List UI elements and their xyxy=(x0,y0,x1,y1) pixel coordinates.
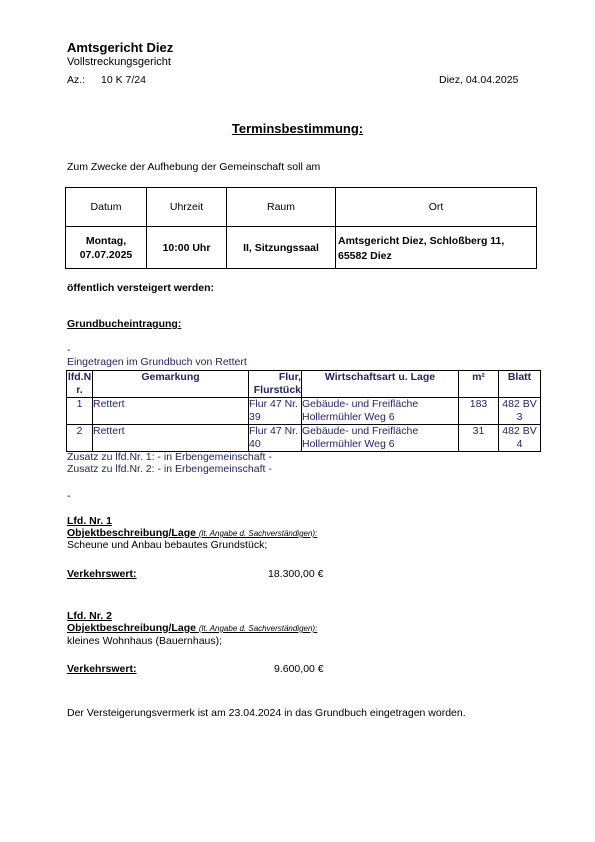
termin-header-datum: Datum xyxy=(66,188,147,227)
termin-table xyxy=(65,187,537,269)
court-name: Amtsgericht Diez xyxy=(67,40,174,55)
gb-row-wirtschaft xyxy=(302,398,459,425)
gb-row-nr: 1 xyxy=(67,398,93,425)
gb-row-wirtschaft xyxy=(302,425,459,452)
lfd-nr-2: Lfd. Nr. 2 xyxy=(67,610,112,622)
gb-row-flur-1: Flur 47 Nr. xyxy=(249,425,299,437)
obj-note-1: (lt. Angabe d. Sachverständigen): xyxy=(198,529,318,538)
gb-row-flur xyxy=(249,398,302,425)
termin-header-ort: Ort xyxy=(336,188,537,227)
az-label: Az.: xyxy=(67,74,86,86)
gb-header-lfd-2: r. xyxy=(76,384,83,396)
gb-header-lfd-1: lfd.N xyxy=(67,371,92,383)
obj-label-1-text: Objektbeschreibung/Lage xyxy=(67,527,196,539)
termin-place-line1: Amtsgericht Diez, Schloßberg 11, xyxy=(338,235,505,247)
obj-description-1: Scheune und Anbau bebautes Grundstück; xyxy=(67,539,268,551)
gb-header-flur xyxy=(249,371,302,398)
grundbuch-dash: - xyxy=(67,344,71,356)
gb-row-m2: 183 xyxy=(459,398,499,425)
gb-row-m2: 31 xyxy=(459,425,499,452)
zusatz-2: Zusatz zu lfd.Nr. 2: - in Erbengemeinschaft - xyxy=(67,463,272,475)
grundbuch-eingetragen: Eingetragen im Grundbuch von Rettert xyxy=(67,356,247,368)
gb-header-m2: m² xyxy=(459,371,499,398)
page-title: Terminsbestimmung: xyxy=(231,121,364,136)
grundbuch-table xyxy=(66,370,541,452)
gb-header-flur-2: Flurstück xyxy=(253,384,301,396)
termin-date xyxy=(66,227,147,269)
gb-header-gemarkung: Gemarkung xyxy=(93,371,249,398)
place-date: Diez, 04.04.2025 xyxy=(439,74,519,86)
az-value: 10 K 7/24 xyxy=(101,74,146,86)
termin-place xyxy=(336,227,537,269)
termin-date-line2: 07.07.2025 xyxy=(79,248,133,261)
termin-header-raum: Raum xyxy=(227,188,336,227)
verkehrswert-label-1: Verkehrswert: xyxy=(67,568,137,580)
grundbuch-title: Grundbucheintragung: xyxy=(67,318,182,330)
verkehrswert-label-2: Verkehrswert: xyxy=(67,663,137,675)
intro-text: Zum Zwecke der Aufhebung der Gemeinschaft soll am xyxy=(67,161,321,173)
gb-row-gemarkung: Rettert xyxy=(93,398,249,425)
verkehrswert-value-1: 18.300,00 € xyxy=(268,568,324,580)
gb-row-wirt-2: Hollermühler Weg 6 xyxy=(302,438,395,450)
obj-label-2 xyxy=(67,622,317,634)
gb-row-blatt-2: 4 xyxy=(516,438,523,450)
gb-row-flur-2: 40 xyxy=(249,438,261,450)
gb-row-flur-1: Flur 47 Nr. xyxy=(249,398,299,410)
obj-description-2: kleines Wohnhaus (Bauernhaus); xyxy=(67,635,223,647)
termin-date-line1: Montag, xyxy=(85,234,127,247)
gb-row-gemarkung: Rettert xyxy=(93,425,249,452)
table-row xyxy=(67,425,541,452)
gb-row-blatt xyxy=(499,398,541,425)
gb-row-blatt-1: 482 BV xyxy=(502,425,537,437)
gb-header-lfd xyxy=(67,371,93,398)
grundbuch-dash-2: - xyxy=(67,490,71,502)
obj-label-2-text: Objektbeschreibung/Lage xyxy=(67,622,196,634)
verkehrswert-value-2: 9.600,00 € xyxy=(274,663,324,675)
lfd-nr-1: Lfd. Nr. 1 xyxy=(67,515,112,527)
gb-row-flur-2: 39 xyxy=(249,411,261,423)
court-department: Vollstreckungsgericht xyxy=(67,56,171,68)
termin-place-line2: 65582 Diez xyxy=(338,250,392,262)
gb-row-blatt-1: 482 BV xyxy=(502,398,537,410)
termin-row xyxy=(66,227,537,269)
table-row xyxy=(67,398,541,425)
gb-row-wirt-1: Gebäude- und Freifläche xyxy=(302,398,419,410)
gb-header-wirtschaft: Wirtschaftsart u. Lage xyxy=(302,371,459,398)
gb-row-blatt-2: 3 xyxy=(516,411,523,423)
gb-row-wirt-2: Hollermühler Weg 6 xyxy=(302,411,395,423)
obj-note-2: (lt. Angabe d. Sachverständigen): xyxy=(198,624,318,633)
zusatz-1: Zusatz zu lfd.Nr. 1: - in Erbengemeinschaft - xyxy=(67,451,272,463)
termin-header-row xyxy=(66,188,537,227)
termin-time: 10:00 Uhr xyxy=(147,227,227,269)
gb-header-flur-1: Flur, xyxy=(278,371,301,383)
grundbuch-header-row xyxy=(67,371,541,398)
gb-header-blatt: Blatt xyxy=(499,371,541,398)
termin-room: II, Sitzungssaal xyxy=(227,227,336,269)
termin-header-uhrzeit: Uhrzeit xyxy=(147,188,227,227)
gb-row-blatt xyxy=(499,425,541,452)
gb-row-wirt-1: Gebäude- und Freifläche xyxy=(302,425,419,437)
obj-label-1 xyxy=(67,527,317,539)
gb-row-flur xyxy=(249,425,302,452)
versteigert-text: öffentlich versteigert werden: xyxy=(67,282,215,294)
footer-text: Der Versteigerungsvermerk ist am 23.04.2024 in das Grundbuch eingetragen worden. xyxy=(67,707,466,719)
gb-row-nr: 2 xyxy=(67,425,93,452)
